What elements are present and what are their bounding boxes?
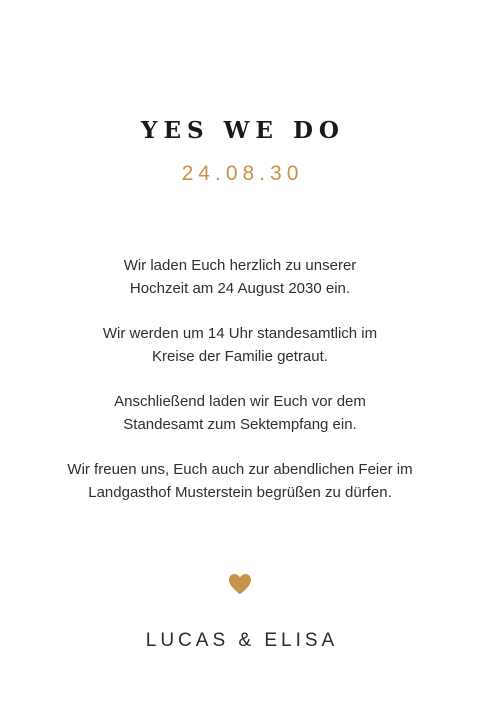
wedding-date: 24.08.30 bbox=[181, 162, 304, 185]
paragraph-line: Standesamt zum Sektempfang ein. bbox=[123, 416, 357, 433]
paragraph-line: Landgasthof Musterstein begrüßen zu dürfen. bbox=[88, 484, 392, 501]
paragraph-line: Anschließend laden wir Euch vor dem bbox=[114, 393, 366, 410]
paragraph-ceremony bbox=[40, 322, 440, 368]
paragraph-line: Wir laden Euch herzlich zu unserer bbox=[123, 257, 357, 274]
paragraph-celebration bbox=[40, 458, 440, 504]
paragraph-line: Kreise der Familie getraut. bbox=[152, 348, 328, 365]
couple-names: LUCAS & ELISA bbox=[145, 630, 339, 651]
paragraph-reception bbox=[40, 390, 440, 436]
paragraph-invitation bbox=[40, 254, 440, 300]
paragraph-line: Wir werden um 14 Uhr standesamtlich im bbox=[102, 325, 378, 342]
paragraph-line: Hochzeit am 24 August 2030 ein. bbox=[129, 280, 351, 297]
paragraph-line: Wir freuen uns, Euch auch zur abendlichen Feier im bbox=[67, 461, 413, 478]
invitation-text bbox=[40, 254, 440, 526]
heart-icon bbox=[228, 573, 252, 595]
headline: YES WE DO bbox=[141, 117, 345, 144]
